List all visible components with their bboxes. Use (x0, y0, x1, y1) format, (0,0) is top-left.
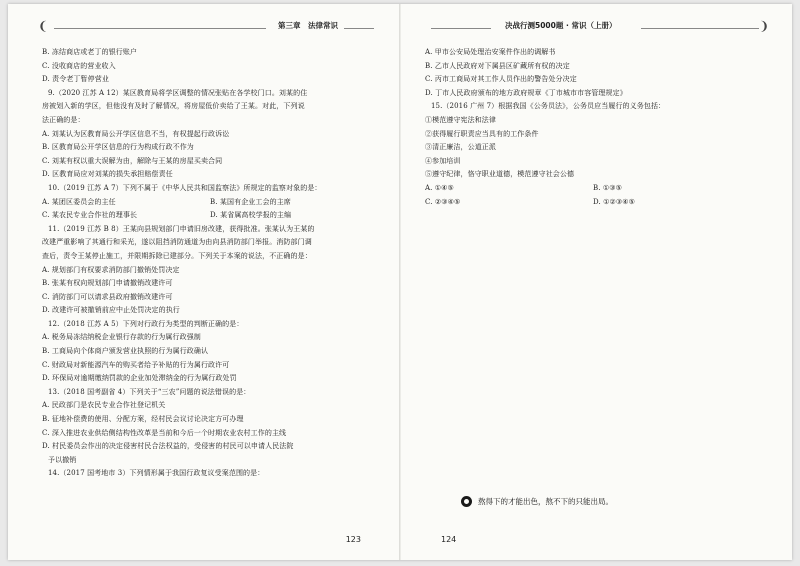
option-line: A. 甲市公安局处理治安案件作出的调解书 (425, 48, 556, 56)
option-line: B. 工商局向个体商户颁发营业执照的行为属行政确认 (42, 347, 209, 356)
option-line: C. 刘某有权以重大误解为由，解除与王某的房屋买卖合同 (42, 156, 223, 165)
option-line: A. ①④⑤ (425, 183, 454, 192)
option-line: C. 深入推进农业供给侧结构性改革是当前和今后一个时期农业农村工作的主线 (42, 428, 287, 437)
option-line: C. 丙市工商局对其工作人员作出的警告处分决定 (425, 75, 577, 84)
option-line: B. 张某有权向规划部门申请撤销改建许可 (42, 279, 173, 288)
header-rule (431, 28, 491, 29)
text-line: B. 冻结商店或老丁的银行账户 (42, 48, 138, 56)
motto-callout (461, 496, 613, 507)
option-row (425, 182, 758, 196)
option-line: D. 改建许可被撤销前应中止处罚决定的执行 (42, 306, 180, 315)
right-page (401, 4, 792, 560)
option-line: D. 丁市人民政府颁布的地方政府规章《丁市城市市容管理规定》 (425, 88, 627, 97)
question-text: 14.（2017 国考地市 3）下列情形属于我国行政复议受案范围的是： (48, 469, 265, 478)
header-bracket-icon: ❩ (759, 19, 770, 33)
option-line: C. ②③④⑤ (425, 197, 461, 206)
option-row (42, 209, 379, 223)
text-line: 改建严重影响了其通行和采光，遂以阻挡消防通道为由向县消防部门举报。消防部门调 (42, 238, 312, 247)
bullet-circle-icon (461, 496, 472, 507)
text-line: 法正确的是： (42, 115, 85, 124)
option-line: D. 村民委员会作出的决定侵害村民合法权益的，受侵害的村民可以申请人民法院 (42, 442, 294, 451)
question-text: 13.（2018 国考副省 4）下列关于“三农”问题的说法错误的是： (48, 387, 251, 396)
list-item: ②获得履行职责应当具有的工作条件 (425, 129, 539, 138)
header-rule (641, 28, 759, 29)
left-page (8, 4, 399, 560)
option-line: A. 刘某认为区教育局公开学区信息不当，有权提起行政诉讼 (42, 129, 230, 138)
option-line: D. 区教育局应对刘某的损失承担赔偿责任 (42, 170, 173, 179)
option-line: C. 消防部门可以请求县政府撤销改建许可 (42, 292, 173, 301)
motto-text: 熬得下的才能出色，熬不下的只能出局。 (478, 497, 613, 506)
option-line: B. 乙市人民政府对下属县区矿藏所有权的决定 (425, 61, 570, 70)
book-title: 决战行测5000题 · 常识（上册） (505, 21, 617, 30)
question-text: 10.（2019 江苏 A 7）下列不属于《中华人民共和国监察法》所规定的监察对象的是： (48, 183, 322, 192)
text-line: 予以撤销 (48, 455, 77, 464)
text-line: D. 责令老丁暂停营业 (42, 75, 109, 84)
list-item: ③清正廉洁，公道正派 (425, 143, 496, 152)
left-page-body (42, 46, 379, 481)
option-line: A. 税务局冻结纳税企业银行存款的行为属行政强制 (42, 333, 201, 342)
option-line: C. 财政局对新能源汽车的购买者给予补贴的行为属行政许可 (42, 360, 230, 369)
option-line: B. ①③⑤ (593, 183, 623, 192)
page-number: 123 (345, 535, 361, 544)
option-row (42, 196, 379, 210)
question-text: 9.（2020 江苏 A 12）某区教育局将学区调整的情况张贴在各学校门口。刘某的住 (48, 88, 308, 97)
option-line: A. 民政部门是农民专业合作社登记机关 (42, 401, 166, 410)
option-line: B. 某国有企业工会的主席 (210, 197, 291, 206)
option-row (425, 196, 758, 210)
list-item: ①模范遵守宪法和法律 (425, 115, 496, 124)
option-line: A. 某团区委员会的主任 (42, 197, 116, 206)
question-text: 15.（2016 广州 7）根据我国《公务员法》，公务员应当履行的义务包括： (431, 102, 666, 111)
header-rule (344, 28, 374, 29)
question-text: 11.（2019 江苏 B 8）王某向县规划部门申请旧房改建，获得批准。张某认为王某的 (48, 224, 315, 233)
option-line: B. 区教育局公开学区信息的行为构成行政不作为 (42, 143, 194, 152)
header-bracket-icon: ❨ (38, 19, 49, 33)
option-line: B. 征地补偿费的使用、分配方案，经村民会议讨论决定方可办理 (42, 415, 244, 424)
left-page-header (32, 18, 375, 38)
page-number: 124 (441, 535, 457, 544)
text-line: C. 没收商店的营业收入 (42, 61, 116, 70)
right-page-header (425, 18, 768, 38)
list-item: ④参加培训 (425, 156, 461, 165)
text-line: 查后，责令王某停止施工，并限期拆除已建部分。下列关于本案的说法，不正确的是： (42, 251, 312, 260)
book-spread (8, 4, 792, 560)
option-line: D. 环保局对逾期缴纳罚款的企业加处滞纳金的行为属行政处罚 (42, 374, 237, 383)
chapter-title: 第三章 法律常识 (278, 21, 338, 30)
option-line: D. ①②③④⑤ (593, 197, 635, 206)
question-text: 12.（2018 江苏 A 5）下列对行政行为类型的判断正确的是： (48, 319, 244, 328)
option-line: C. 某农民专业合作社的理事长 (42, 211, 138, 220)
right-page-body (425, 46, 758, 209)
text-line: 房被划入新的学区，但他没有及时了解情况，将房屋低价卖给了王某。对此，下列说 (42, 102, 305, 111)
option-line: A. 规划部门有权要求消防部门撤销处罚决定 (42, 265, 180, 274)
option-line: D. 某省属高校学报的主编 (210, 211, 292, 220)
header-rule (54, 28, 266, 29)
list-item: ⑤遵守纪律，恪守职业道德，模范遵守社会公德 (425, 170, 575, 179)
